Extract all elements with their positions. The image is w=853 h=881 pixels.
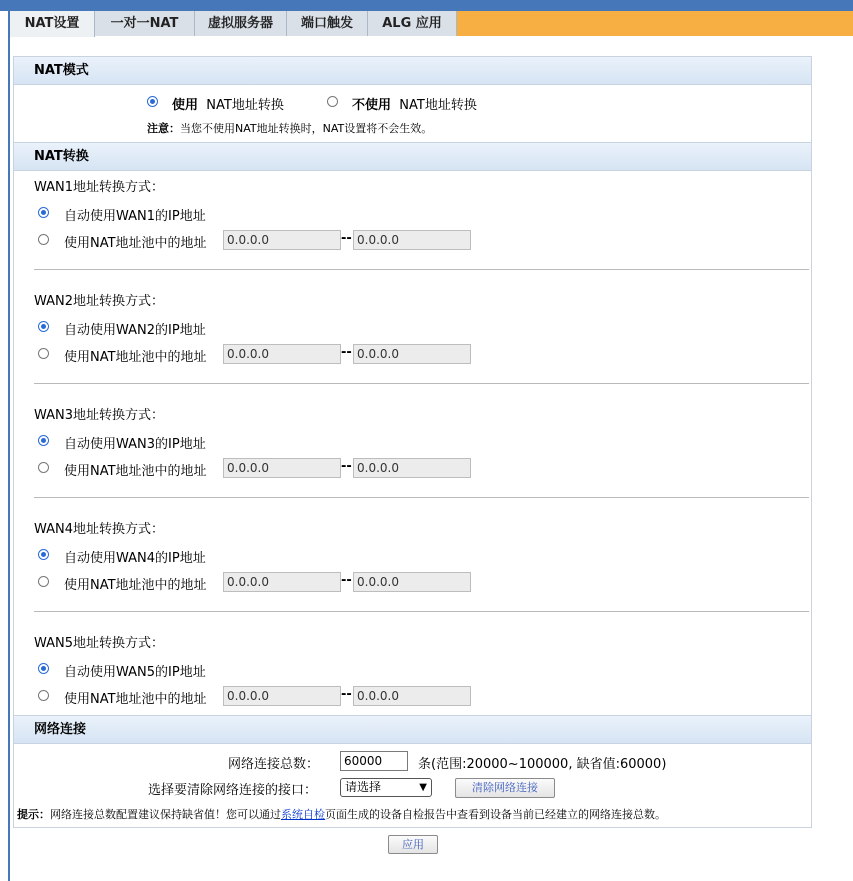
- wan-pool-label: 使用NAT地址池中的地址: [64, 692, 207, 707]
- wan-pool-end-input[interactable]: 0.0.0.0: [353, 458, 471, 478]
- tab-port-trigger[interactable]: 端口触发: [287, 11, 368, 36]
- wan-auto-radio[interactable]: [38, 663, 49, 674]
- wan-pool-end-input[interactable]: 0.0.0.0: [353, 686, 471, 706]
- range-separator: --: [341, 687, 352, 702]
- wan-auto-radio[interactable]: [38, 435, 49, 446]
- top-bar: [0, 0, 853, 11]
- tab-alg[interactable]: ALG 应用: [368, 11, 457, 36]
- wan-auto-radio[interactable]: [38, 207, 49, 218]
- tab-nat-settings[interactable]: NAT设置: [10, 11, 95, 37]
- wan-pool-start-input[interactable]: 0.0.0.0: [223, 230, 341, 250]
- wan-title: WAN5地址转换方式：: [34, 636, 165, 651]
- nat-use-radio[interactable]: [147, 96, 158, 107]
- wan-pool-label: 使用NAT地址池中的地址: [64, 464, 207, 479]
- wan-auto-label: 自动使用WAN4的IP地址: [64, 551, 206, 566]
- tab-strip: [10, 11, 853, 36]
- wan-pool-start-input[interactable]: 0.0.0.0: [223, 344, 341, 364]
- wan-pool-start-input[interactable]: 0.0.0.0: [223, 572, 341, 592]
- divider: [34, 383, 809, 384]
- nat-nouse-radio[interactable]: [327, 96, 338, 107]
- wan-title: WAN3地址转换方式：: [34, 408, 165, 423]
- wan-pool-radio[interactable]: [38, 690, 49, 701]
- wan-title: WAN4地址转换方式：: [34, 522, 165, 537]
- wan-pool-label: 使用NAT地址池中的地址: [64, 350, 207, 365]
- total-connections-input[interactable]: 60000: [340, 751, 408, 771]
- nat-mode-header: NAT模式: [14, 56, 811, 85]
- wan-pool-radio[interactable]: [38, 462, 49, 473]
- nat-nouse-label: 不使用 NAT地址转换: [352, 98, 477, 113]
- range-separator: --: [341, 345, 352, 360]
- wan-pool-start-input[interactable]: 0.0.0.0: [223, 458, 341, 478]
- range-separator: --: [341, 231, 352, 246]
- wan-pool-end-input[interactable]: 0.0.0.0: [353, 230, 471, 250]
- connections-tip: 提示：网络连接总数配置建议保持缺省值！您可以通过系统自检页面生成的设备自检报告中查看到设备当前已经建立的网络连接总数。: [17, 808, 666, 821]
- wan-auto-label: 自动使用WAN1的IP地址: [64, 209, 206, 224]
- nat-translation-header: NAT转换: [14, 142, 811, 171]
- wan-auto-radio[interactable]: [38, 549, 49, 560]
- wan-pool-radio[interactable]: [38, 576, 49, 587]
- wan-pool-start-input[interactable]: 0.0.0.0: [223, 686, 341, 706]
- connections-header: 网络连接: [14, 715, 811, 744]
- wan-title: WAN2地址转换方式：: [34, 294, 165, 309]
- interface-select[interactable]: [340, 778, 432, 797]
- wan-pool-label: 使用NAT地址池中的地址: [64, 578, 207, 593]
- clear-interface-label: 选择要清除网络连接的接口：: [148, 783, 318, 798]
- chevron-down-icon: ▼: [419, 782, 427, 793]
- wan-pool-end-input[interactable]: 0.0.0.0: [353, 344, 471, 364]
- wan-pool-end-input[interactable]: 0.0.0.0: [353, 572, 471, 592]
- tab-one-to-one-nat[interactable]: 一对一NAT: [95, 11, 195, 36]
- divider: [34, 497, 809, 498]
- interface-select-value: 请选择: [345, 780, 382, 794]
- range-separator: --: [341, 573, 352, 588]
- wan-auto-radio[interactable]: [38, 321, 49, 332]
- nat-mode-note: 注意：当您不使用NAT地址转换时，NAT设置将不会生效。: [147, 122, 433, 135]
- total-connections-range: 条(范围:20000~100000, 缺省值:60000): [418, 757, 667, 772]
- wan-auto-label: 自动使用WAN3的IP地址: [64, 437, 206, 452]
- self-check-link[interactable]: 系统自检: [281, 808, 325, 821]
- wan-title: WAN1地址转换方式：: [34, 180, 165, 195]
- divider: [34, 269, 809, 270]
- nat-use-label: 使用 NAT地址转换: [172, 98, 284, 113]
- wan-auto-label: 自动使用WAN2的IP地址: [64, 323, 206, 338]
- wan-pool-radio[interactable]: [38, 234, 49, 245]
- range-separator: --: [341, 459, 352, 474]
- total-connections-label: 网络连接总数：: [228, 757, 320, 772]
- wan-pool-radio[interactable]: [38, 348, 49, 359]
- clear-connections-button[interactable]: 清除网络连接: [455, 778, 555, 798]
- apply-button[interactable]: 应用: [388, 835, 438, 854]
- tab-virtual-server[interactable]: 虚拟服务器: [195, 11, 287, 36]
- divider: [34, 611, 809, 612]
- wan-auto-label: 自动使用WAN5的IP地址: [64, 665, 206, 680]
- left-border: [8, 11, 10, 881]
- wan-pool-label: 使用NAT地址池中的地址: [64, 236, 207, 251]
